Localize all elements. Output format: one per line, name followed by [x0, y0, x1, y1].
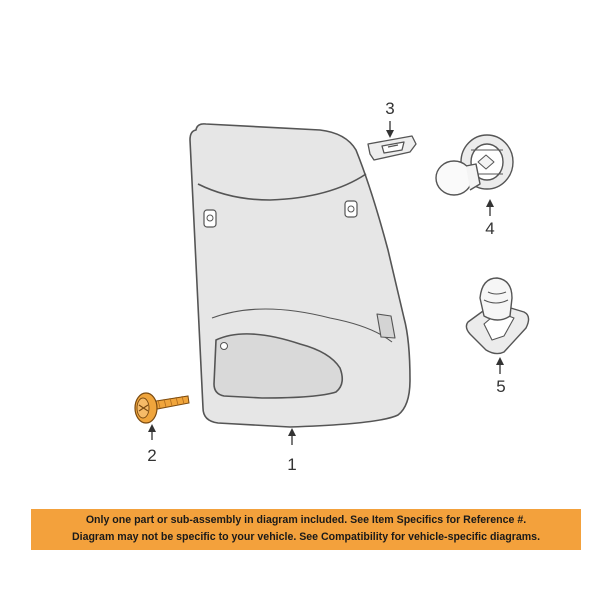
arrow-part4	[486, 199, 494, 216]
arrow-part1	[288, 428, 296, 445]
mounting-screw	[135, 393, 189, 423]
arrow-part3	[386, 121, 394, 138]
arrow-part5	[496, 357, 504, 374]
callout-number-1: 1	[287, 455, 297, 474]
arrow-part2	[148, 424, 156, 440]
disclaimer-line-2: Diagram may not be specific to your vehicle. See Compatibility for vehicle-specific diagrams.	[71, 531, 541, 543]
disclaimer-banner	[31, 509, 581, 550]
tail-lamp-housing	[190, 124, 410, 427]
disclaimer-line-1: Only one part or sub-assembly in diagram included. See Item Specifics for Reference #.	[85, 514, 527, 526]
callout-number-3: 3	[385, 99, 395, 118]
callout-number-5: 5	[496, 377, 506, 396]
callout-number-4: 4	[485, 219, 495, 238]
bulb-holder	[466, 278, 528, 354]
retaining-clip	[368, 136, 416, 160]
bulb-socket	[436, 135, 513, 195]
callout-number-2: 2	[147, 446, 157, 465]
